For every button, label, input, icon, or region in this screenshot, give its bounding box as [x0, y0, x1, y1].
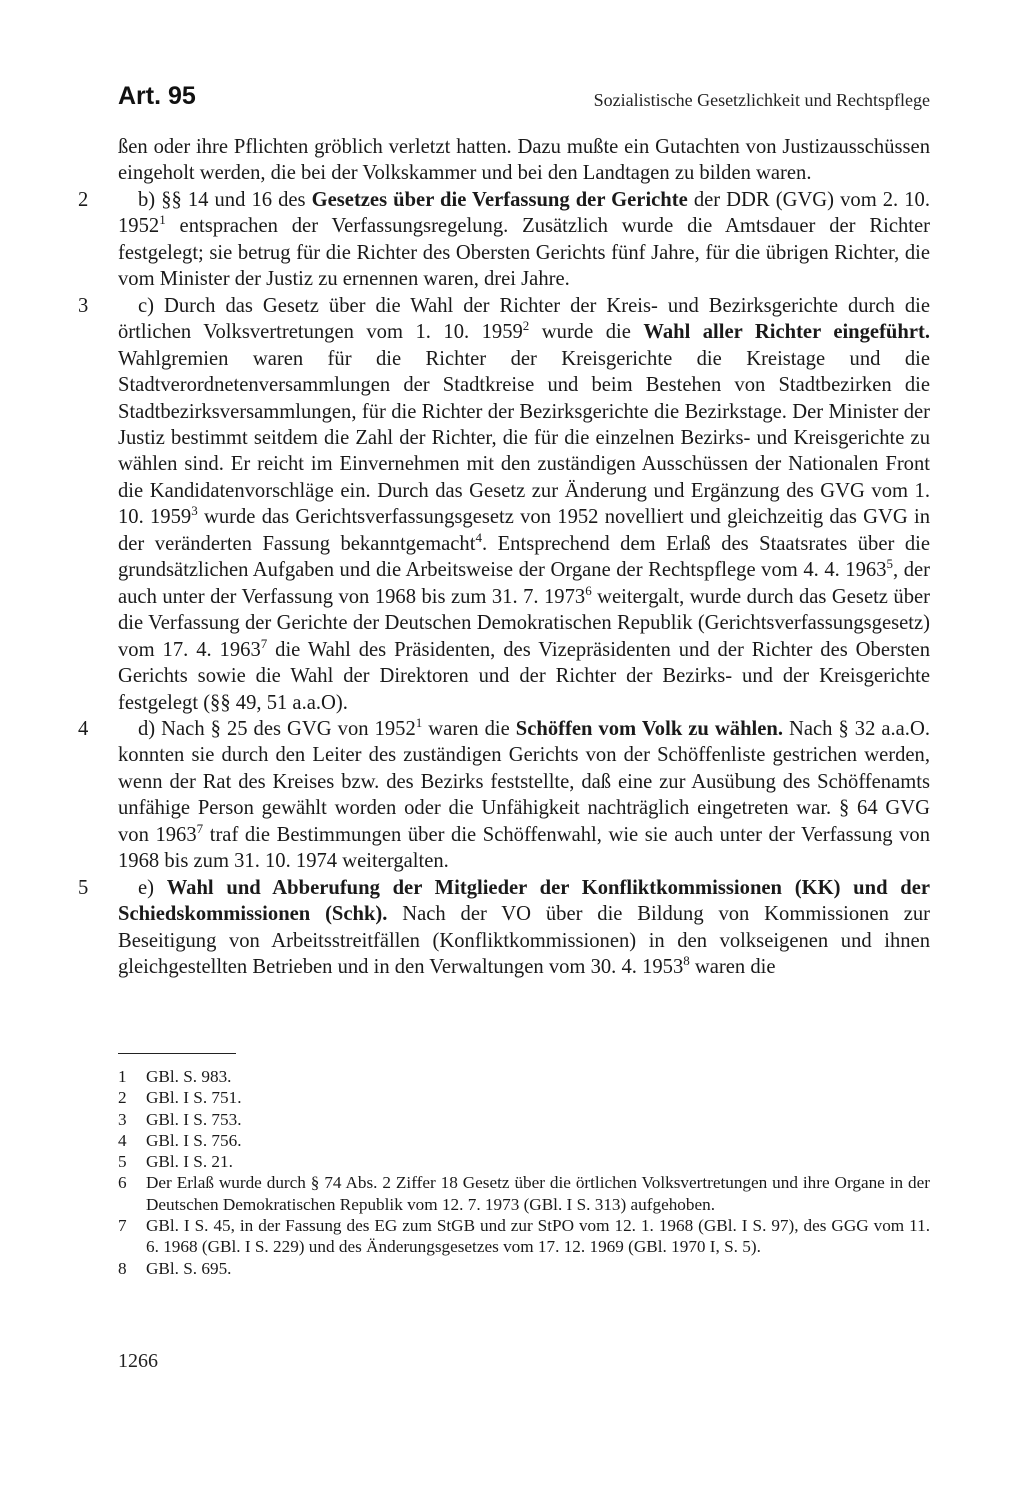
- bold-term: Schöffen vom Volk zu wählen.: [515, 717, 783, 740]
- main-text: [78, 134, 931, 981]
- footnote-text: GBl. S. 695.: [146, 1258, 232, 1278]
- footnotes: [118, 1066, 930, 1279]
- paragraph: [78, 714, 930, 875]
- footnote-number: 6: [118, 1173, 127, 1193]
- footnote-separator: [118, 1053, 236, 1054]
- bold-term: Gesetzes über die Verfassung der Gerichte: [311, 188, 688, 211]
- text-run: der DDR (GVG) vom 2. 10. 1952: [118, 188, 931, 238]
- running-title: Sozialistische Gesetzlichkeit und Rechtspflege: [593, 90, 930, 110]
- footnote: [118, 1215, 930, 1258]
- text-run: waren die: [689, 956, 776, 979]
- text-run: b) §§ 14 und 16 des: [138, 188, 312, 211]
- paragraph: [118, 134, 930, 187]
- footnote: [118, 1109, 930, 1130]
- text-run: weitergalt, wurde durch das Gesetz über die Verfassung der Gerichte der Deutschen Demokratischen Republik (Gerichtsverfassungsgesetz) vom 17. 4. 1963: [118, 585, 930, 661]
- text-run: Nach der VO über die Bildung von Kommissionen zur Beseitigung von Arbeitsstreitfällen (Konfliktkommissionen) in den volkseigenen und ihnen gleichgestellten Betrieben und in den Verwaltungen vom 30. 4. 1953: [118, 903, 931, 979]
- footnote-number: 4: [118, 1130, 127, 1150]
- text-run: . Entsprechend dem Erlaß des Staatsrates über die grundsätzlichen Aufgaben und die Arbeitsweise der Organe der Rechtspflege vom 4. 4. 1963: [118, 532, 931, 582]
- footnote-text: GBl. I S. 21.: [146, 1152, 233, 1172]
- footnote-number: 5: [118, 1152, 127, 1172]
- page-header: [118, 82, 930, 114]
- paragraph: [78, 187, 931, 293]
- footnote-text: GBl. I S. 45, in der Fassung des EG zum StGB und zur StPO vom 12. 1. 1968 (GBl. I S. 97), des GGG vom 11. 6. 1968 (GBl. I S. 229) und des Änderungsgesetzes vom 17. 12. 1969 (GBl. 1970 I, S. 5).: [146, 1216, 930, 1257]
- margin-number: 5: [78, 876, 89, 899]
- text-run: wurde die: [529, 321, 644, 344]
- text-run: e): [138, 876, 167, 899]
- footnote-number: 3: [118, 1109, 127, 1129]
- page-number: 1266: [118, 1350, 158, 1372]
- bold-term: Wahl aller Richter eingeführt.: [643, 321, 930, 344]
- footnote: [118, 1130, 930, 1151]
- footnote-ref: 6: [585, 582, 592, 598]
- text-run: ßen oder ihre Pflichten gröblich verletzt hatten. Dazu mußte ein Gutachten von Justizausschüssen eingeholt werden, die bei der Volkskammer und bei den Landtagen zu bilden waren.: [118, 136, 930, 185]
- footnote-number: 1: [118, 1067, 127, 1086]
- footnote-ref: 2: [522, 318, 530, 334]
- footnote-ref: 1: [159, 212, 166, 228]
- footnote-ref: 4: [475, 529, 482, 545]
- footnote-number: 2: [118, 1088, 127, 1108]
- text-run: traf die Bestimmungen über die Schöffenwahl, wie sie auch unter der Verfassung von 1968 bis zum 31. 10. 1974 weitergalten.: [118, 823, 930, 873]
- footnote: [118, 1172, 930, 1215]
- footnote: [118, 1151, 930, 1172]
- paragraph: [78, 875, 931, 981]
- margin-number: 2: [78, 188, 89, 211]
- text-run: , der auch unter der Verfassung von 1968 bis zum 31. 7. 1973: [118, 559, 930, 608]
- text-run: Nach § 32 a.a.O. konnten sie durch den Leiter des zuständigen Gerichts von der Schöffenliste gestrichen werden, wenn der Rat des Kreises bzw. des Bezirks feststellte, daß eine zur Ausübung des Schöffenamts unfähige Person gewählt worden oder die Unfähigkeit nachträglich eingetreten war. § 64 GVG von 1963: [118, 717, 930, 846]
- footnote-text: GBl. S. 983.: [146, 1067, 232, 1086]
- footnote-text: GBl. I S. 751.: [146, 1088, 242, 1108]
- footnote-text: GBl. I S. 753.: [146, 1109, 242, 1129]
- footnote: [118, 1258, 930, 1279]
- bold-term: Wahl und Abberufung der Mitglieder der Konfliktkommissionen (KK) und der Schiedskommissionen (Schk).: [118, 876, 930, 926]
- text-run: c) Durch das Gesetz über die Wahl der Richter der Kreis- und Bezirksgerichte durch die örtlichen Volksvertretungen vom 1. 10. 1959: [118, 294, 930, 344]
- text-run: Wahlgremien waren für die Richter der Kreisgerichte die Kreistage und die Stadtverordnetenversammlungen der Stadtkreise und beim Bestehen von Stadtbezirken die Stadtbezirksversammlungen, für die Richter der Bezirksgerichte die Bezirkstage. Der Minister der Justiz bestimmt seitdem die Zahl der Richter, die für die einzelnen Bezirks- und Kreisgerichte zu wählen sind. Er reicht im Einvernehmen mit den zuständigen Ausschüssen der Nationalen Front die Kandidatenvorschläge ein. Durch das Gesetz zur Änderung und Ergänzung des GVG vom 1. 10. 1959: [118, 347, 930, 529]
- footnote-number: 8: [118, 1258, 127, 1278]
- footnote-text: GBl. I S. 756.: [146, 1130, 242, 1150]
- footnote: [118, 1066, 930, 1087]
- footnote-ref: 3: [191, 503, 198, 519]
- footnote-ref: 1: [415, 714, 423, 730]
- text-run: die Wahl des Präsidenten, des Vizepräsidenten und der Richter des Obersten Gerichts sowie die Wahl der Direktoren und der Richter der Bezirks- und der Kreisgerichte festgelegt (§§ 49, 51 a.a.O).: [118, 638, 930, 714]
- margin-number: 3: [78, 294, 89, 317]
- margin-number: 4: [78, 717, 89, 740]
- footnote-text: Der Erlaß wurde durch § 74 Abs. 2 Ziffer 18 Gesetz über die örtlichen Volksvertretungen und ihre Organe in der Deutschen Demokratischen Republik vom 12. 7. 1973 (GBl. I S. 313) aufgehoben.: [146, 1173, 930, 1214]
- footnote-ref: 5: [886, 556, 893, 572]
- text-run: wurde das Gerichtsverfassungsgesetz von 1952 novelliert und gleichzeitig das GVG in der veränderten Fassung bekanntgemacht: [118, 506, 931, 555]
- footnote-ref: 8: [683, 953, 690, 969]
- text-run: entsprachen der Verfassungsregelung. Zusätzlich wurde die Amtsdauer der Richter festgelegt; sie betrug für die Richter des Obersten Gerichts fünf Jahre, für die übrigen Richter, die vom Minister der Justiz zu ernennen waren, drei Jahre.: [118, 215, 930, 291]
- text-run: waren die: [422, 717, 516, 740]
- footnote: [118, 1087, 930, 1108]
- paragraph: [78, 293, 931, 716]
- text-run: d) Nach § 25 des GVG von 1952: [138, 717, 416, 740]
- article-number: Art. 95: [118, 82, 196, 110]
- footnote-number: 7: [118, 1216, 127, 1236]
- footnote-ref: 7: [196, 820, 204, 836]
- footnote-ref: 7: [260, 635, 268, 651]
